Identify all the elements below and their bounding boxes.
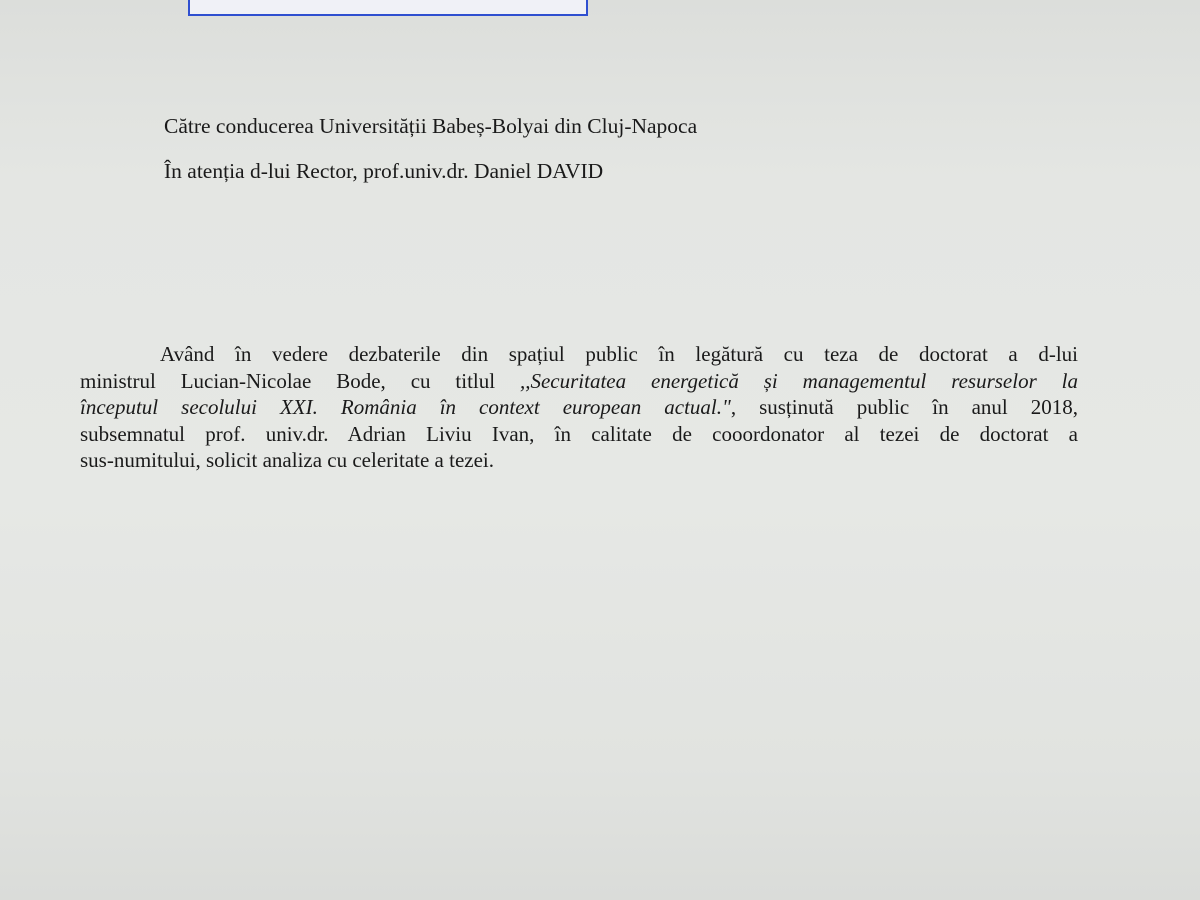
letter-line-5: sus-numitului, solicit analiza cu celeritate a tezei. [80, 448, 495, 472]
letter-line-4: subsemnatul prof. univ.dr. Adrian Liviu Ivan, în calitate de cooordonator al tezei de doctorat a [80, 421, 1078, 446]
letter-body [80, 341, 1078, 474]
letter-line-2 [80, 368, 1078, 395]
thesis-title-part-1: ,,Securitatea energetică și managementul resurselor la [519, 368, 1078, 393]
thesis-title-part-2: începutul secolului XXI. România în context european actual." [80, 395, 731, 419]
letter-line-3-text: , susținută public în anul 2018, [730, 395, 1078, 419]
letter-line-2-text: ministrul Lucian-Nicolae Bode, cu titlul [80, 368, 520, 393]
attention-line: În atenția d-lui Rector, prof.univ.dr. Daniel DAVID [164, 159, 604, 183]
stamp-date-label [208, 0, 243, 1]
recipient-line: Către conducerea Universității Babeș-Bolyai din Cluj-Napoca [164, 114, 698, 138]
letter-line-3 [80, 394, 1078, 421]
registration-stamp [188, 0, 588, 16]
letter-line-1: Având în vedere dezbaterile din spațiul public în legătură cu teza de doctorat a d-lui [160, 342, 1078, 366]
